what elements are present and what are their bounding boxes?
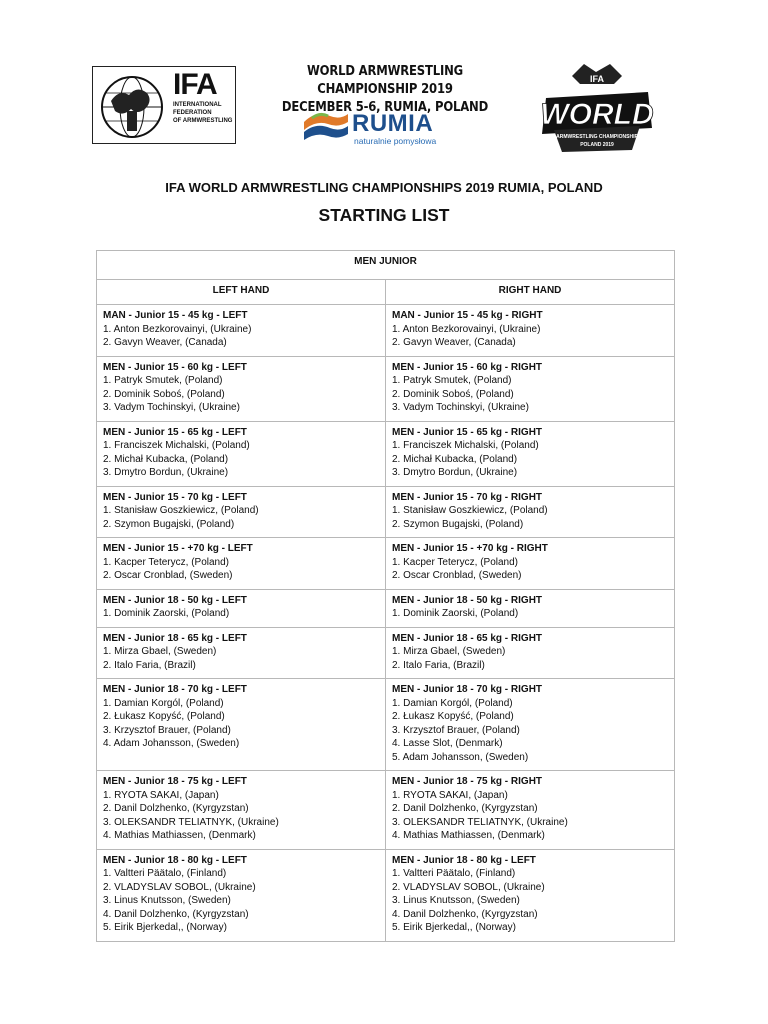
left-hand-cell	[97, 305, 386, 357]
globe-arm-icon	[97, 71, 167, 141]
athlete-entry: 2. Danil Dolzhenko, (Kyrgyzstan)	[103, 803, 249, 814]
page-header	[0, 0, 768, 170]
athlete-entry: 1. Stanisław Goszkiewicz, (Poland)	[103, 505, 259, 516]
category-title: MAN - Junior 15 - 45 kg - RIGHT	[392, 310, 543, 321]
world-logo-line2: POLAND 2019	[580, 142, 614, 148]
athlete-entry: 4. Mathias Mathiassen, (Denmark)	[392, 830, 545, 841]
athlete-entry: 2. Oscar Cronblad, (Sweden)	[392, 570, 522, 581]
athlete-entry: 1. Valtteri Päätalo, (Finland)	[392, 868, 516, 879]
left-hand-cell	[97, 627, 386, 679]
category-title: MEN - Junior 15 - 65 kg - LEFT	[103, 426, 247, 438]
athlete-entry: 1. Franciszek Michalski, (Poland)	[392, 440, 539, 451]
athlete-entry: 3. Dmytro Bordun, (Ukraine)	[392, 467, 518, 478]
athlete-entry: 1. Kacper Teterycz, (Poland)	[103, 556, 229, 568]
athlete-entry: 1. Stanisław Goszkiewicz, (Poland)	[392, 505, 548, 516]
athlete-entry: 4. Adam Johansson, (Sweden)	[103, 738, 240, 749]
world-logo-word: WORLD	[540, 98, 654, 131]
right-hand-cell	[386, 849, 675, 941]
ifa-logo-line3: OF ARMWRESTLING	[173, 118, 233, 124]
athlete-entry: 1. Mirza Gbael, (Sweden)	[392, 646, 506, 657]
ifa-logo-line2: FEDERATION	[173, 110, 212, 116]
championship-title-line2: DECEMBER 5-6, RUMIA, POLAND	[281, 99, 489, 115]
world-championship-logo	[532, 58, 662, 158]
athlete-entry: 1. Anton Bezkorovainyi, (Ukraine)	[103, 323, 252, 335]
athlete-entry: 1. Franciszek Michalski, (Poland)	[103, 440, 250, 451]
athlete-entry: 2. Łukasz Kopyść, (Poland)	[103, 711, 225, 722]
athlete-entry: 1. Damian Korgól, (Poland)	[392, 697, 513, 709]
rumia-logo	[300, 106, 450, 146]
category-title: MEN - Junior 18 - 50 kg - RIGHT	[392, 594, 543, 606]
table-row	[97, 486, 675, 538]
athlete-entry: 3. Vadym Tochinskyi, (Ukraine)	[103, 402, 240, 413]
athlete-entry: 2. Oscar Cronblad, (Sweden)	[103, 570, 233, 581]
athlete-entry: 3. Krzysztof Brauer, (Poland)	[103, 724, 231, 736]
athlete-entry: 2. Michał Kubacka, (Poland)	[392, 453, 518, 465]
category-title: MEN - Junior 18 - 75 kg - LEFT	[103, 776, 247, 787]
left-hand-cell	[97, 486, 386, 538]
category-title: MEN - Junior 18 - 65 kg - RIGHT	[392, 632, 543, 644]
world-logo-top: IFA	[589, 74, 605, 84]
athlete-entry: 3. Linus Knutsson, (Sweden)	[392, 895, 520, 906]
category-title: MEN - Junior 15 - 70 kg - RIGHT	[392, 491, 543, 503]
athlete-entry: 1. Kacper Teterycz, (Poland)	[392, 556, 518, 568]
right-hand-cell	[386, 771, 675, 850]
athlete-entry: 5. Adam Johansson, (Sweden)	[392, 751, 529, 763]
table-row	[97, 356, 675, 421]
athlete-entry: 3. OLEKSANDR TELIATNYK, (Ukraine)	[103, 816, 279, 828]
athlete-entry: 1. Patryk Smutek, (Poland)	[103, 375, 223, 386]
athlete-entry: 2. Szymon Bugajski, (Poland)	[103, 518, 235, 530]
athlete-entry: 1. Damian Korgól, (Poland)	[103, 697, 224, 709]
table-row	[97, 589, 675, 627]
athlete-entry: 1. Dominik Zaorski, (Poland)	[103, 608, 230, 619]
right-hand-cell	[386, 679, 675, 771]
right-hand-cell	[386, 421, 675, 486]
athlete-entry: 2. Italo Faria, (Brazil)	[392, 659, 485, 671]
document-subtitle: STARTING LIST	[318, 205, 450, 225]
athlete-entry: 4. Danil Dolzhenko, (Kyrgyzstan)	[392, 908, 538, 920]
document-title: IFA WORLD ARMWRESTLING CHAMPIONSHIPS 2019 RUMIA, POLAND	[165, 180, 603, 195]
table-row	[97, 771, 675, 850]
ifa-logo-big: IFA	[173, 68, 217, 101]
athlete-entry: 1. Patryk Smutek, (Poland)	[392, 375, 512, 386]
athlete-entry: 1. Valtteri Päätalo, (Finland)	[103, 868, 227, 879]
athlete-entry: 2. Szymon Bugajski, (Poland)	[392, 518, 524, 530]
athlete-entry: 2. Gavyn Weaver, (Canada)	[103, 337, 227, 348]
left-hand-cell	[97, 679, 386, 771]
category-title: MAN - Junior 15 - 45 kg - LEFT	[103, 310, 248, 321]
athlete-entry: 2. Michał Kubacka, (Poland)	[103, 453, 229, 465]
athlete-entry: 4. Danil Dolzhenko, (Kyrgyzstan)	[103, 908, 249, 920]
left-hand-cell	[97, 538, 386, 590]
right-hand-cell	[386, 305, 675, 357]
left-hand-cell	[97, 771, 386, 850]
athlete-entry: 5. Eirik Bjerkedal,, (Norway)	[392, 922, 516, 933]
athlete-entry: 2. Gavyn Weaver, (Canada)	[392, 337, 516, 348]
athlete-entry: 2. VLADYSLAV SOBOL, (Ukraine)	[392, 881, 545, 893]
category-title: MEN - Junior 15 - +70 kg - RIGHT	[392, 543, 548, 554]
rumia-word: RUMIA	[352, 110, 434, 137]
hand-header-row	[97, 280, 675, 305]
athlete-entry: 1. Anton Bezkorovainyi, (Ukraine)	[392, 323, 541, 335]
category-title: MEN - Junior 15 - +70 kg - LEFT	[103, 543, 253, 554]
athlete-entry: 1. RYOTA SAKAI, (Japan)	[392, 789, 508, 801]
category-title: MEN - Junior 15 - 65 kg - RIGHT	[392, 426, 543, 438]
athlete-entry: 1. Dominik Zaorski, (Poland)	[392, 608, 519, 619]
category-title: MEN - Junior 15 - 70 kg - LEFT	[103, 491, 247, 503]
rumia-tagline: naturalnie pomysłowa	[354, 136, 437, 146]
category-title: MEN - Junior 18 - 80 kg - LEFT	[103, 854, 247, 866]
athlete-entry: 2. Danil Dolzhenko, (Kyrgyzstan)	[392, 803, 538, 814]
athlete-entry: 3. Dmytro Bordun, (Ukraine)	[103, 467, 229, 478]
athlete-entry: 2. Dominik Soboś, (Poland)	[103, 388, 225, 400]
section-header: MEN JUNIOR	[97, 251, 675, 280]
category-title: MEN - Junior 18 - 70 kg - LEFT	[103, 684, 247, 695]
right-hand-cell	[386, 486, 675, 538]
athlete-entry: 3. OLEKSANDR TELIATNYK, (Ukraine)	[392, 816, 568, 828]
left-hand-cell	[97, 849, 386, 941]
category-title: MEN - Junior 18 - 50 kg - LEFT	[103, 594, 247, 606]
category-title: MEN - Junior 15 - 60 kg - LEFT	[103, 361, 247, 373]
athlete-entry: 3. Vadym Tochinskyi, (Ukraine)	[392, 402, 529, 413]
athlete-entry: 4. Lasse Slot, (Denmark)	[392, 738, 503, 749]
category-title: MEN - Junior 18 - 70 kg - RIGHT	[392, 684, 543, 695]
category-title: MEN - Junior 18 - 80 kg - LEFT	[392, 854, 536, 866]
athlete-entry: 1. RYOTA SAKAI, (Japan)	[103, 789, 219, 801]
championship-title-line1: WORLD ARMWRESTLING CHAMPIONSHIP 2019	[306, 63, 464, 97]
right-hand-cell	[386, 356, 675, 421]
athlete-entry: 1. Mirza Gbael, (Sweden)	[103, 646, 217, 657]
category-title: MEN - Junior 18 - 65 kg - LEFT	[103, 632, 247, 644]
ifa-logo	[92, 66, 236, 144]
left-hand-cell	[97, 589, 386, 627]
table-row	[97, 849, 675, 941]
starting-list-table	[96, 250, 675, 942]
athlete-entry: 2. Dominik Soboś, (Poland)	[392, 388, 514, 400]
rumia-wave-icon	[302, 108, 350, 142]
section-row	[97, 251, 675, 280]
world-logo-line1: ARMWRESTLING CHAMPIONSHIP	[556, 134, 638, 140]
category-title: MEN - Junior 18 - 75 kg - RIGHT	[392, 776, 543, 787]
left-hand-header: LEFT HAND	[97, 280, 386, 305]
left-hand-cell	[97, 356, 386, 421]
ifa-logo-line1: INTERNATIONAL	[173, 102, 222, 108]
right-hand-cell	[386, 589, 675, 627]
athlete-entry: 4. Mathias Mathiassen, (Denmark)	[103, 830, 256, 841]
athlete-entry: 2. Łukasz Kopyść, (Poland)	[392, 711, 514, 722]
category-title: MEN - Junior 15 - 60 kg - RIGHT	[392, 361, 543, 373]
athlete-entry: 3. Linus Knutsson, (Sweden)	[103, 895, 231, 906]
athlete-entry: 3. Krzysztof Brauer, (Poland)	[392, 724, 520, 736]
table-row	[97, 305, 675, 357]
right-hand-cell	[386, 538, 675, 590]
right-hand-cell	[386, 627, 675, 679]
table-row	[97, 538, 675, 590]
right-hand-header: RIGHT HAND	[386, 280, 675, 305]
athlete-entry: 2. Italo Faria, (Brazil)	[103, 659, 196, 671]
table-row	[97, 679, 675, 771]
table-row	[97, 627, 675, 679]
ifa-logo-text	[173, 69, 233, 125]
athlete-entry: 5. Eirik Bjerkedal,, (Norway)	[103, 922, 227, 933]
table-row	[97, 421, 675, 486]
athlete-entry: 2. VLADYSLAV SOBOL, (Ukraine)	[103, 881, 256, 893]
left-hand-cell	[97, 421, 386, 486]
